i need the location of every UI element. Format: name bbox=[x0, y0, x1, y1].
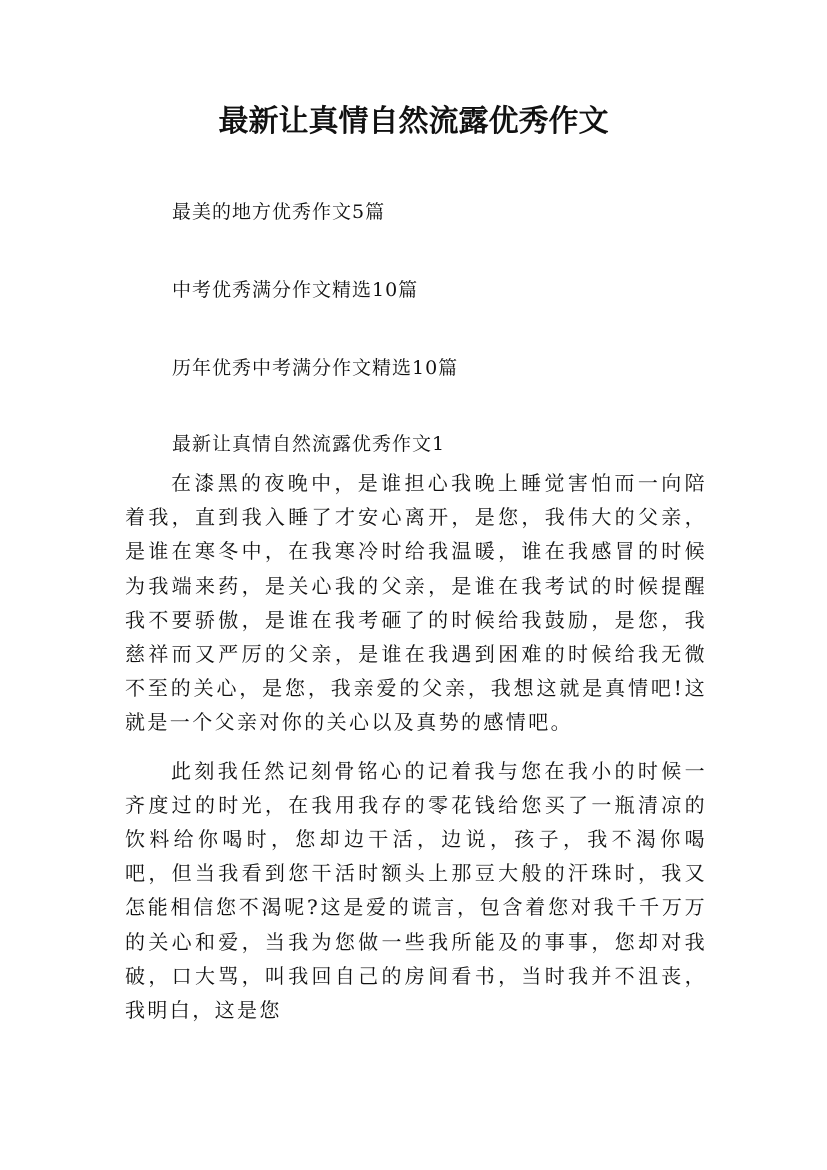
related-links-list bbox=[172, 196, 732, 430]
article-body bbox=[125, 466, 707, 1027]
paragraph-2: 此刻我任然记刻骨铭心的记着我与您在我小的时候一齐度过的时光，在我用我存的零花钱给您买了一瓶清凉的饮料给你喝时，您却边干活，边说，孩子，我不渴你喝吧，但当我看到您干活时额头上那豆大般的汗珠时，我又怎能相信您不渴呢?这是爱的谎言，包含着您对我千千万万的关心和爱，当我为您做一些我所能及的事事，您却对我破，口大骂，叫我回自己的房间看书，当时我并不沮丧，我明白，这是您 bbox=[125, 758, 707, 1023]
related-link-2[interactable]: 中考优秀满分作文精选10篇 bbox=[172, 279, 419, 301]
paragraph-1: 在漆黑的夜晚中，是谁担心我晚上睡觉害怕而一向陪着我，直到我入睡了才安心离开，是您，我伟大的父亲，是谁在寒冬中，在我寒冷时给我温暖，谁在我感冒的时候为我端来药，是关心我的父亲，是谁在我考试的时候提醒我不要骄傲，是谁在我考砸了的时候给我鼓励，是您，我慈祥而又严厉的父亲，是谁在我遇到困难的时候给我无微不至的关心，是您，我亲爱的父亲，我想这就是真情吧!这就是一个父亲对你的关心以及真势的感情吧。 bbox=[125, 471, 707, 735]
section-heading: 最新让真情自然流露优秀作文1 bbox=[172, 433, 446, 455]
document-title: 最新让真情自然流露优秀作文 bbox=[218, 104, 609, 139]
related-link-3[interactable]: 历年优秀中考满分作文精选10篇 bbox=[172, 357, 459, 379]
related-link-1[interactable]: 最美的地方优秀作文5篇 bbox=[172, 201, 386, 223]
